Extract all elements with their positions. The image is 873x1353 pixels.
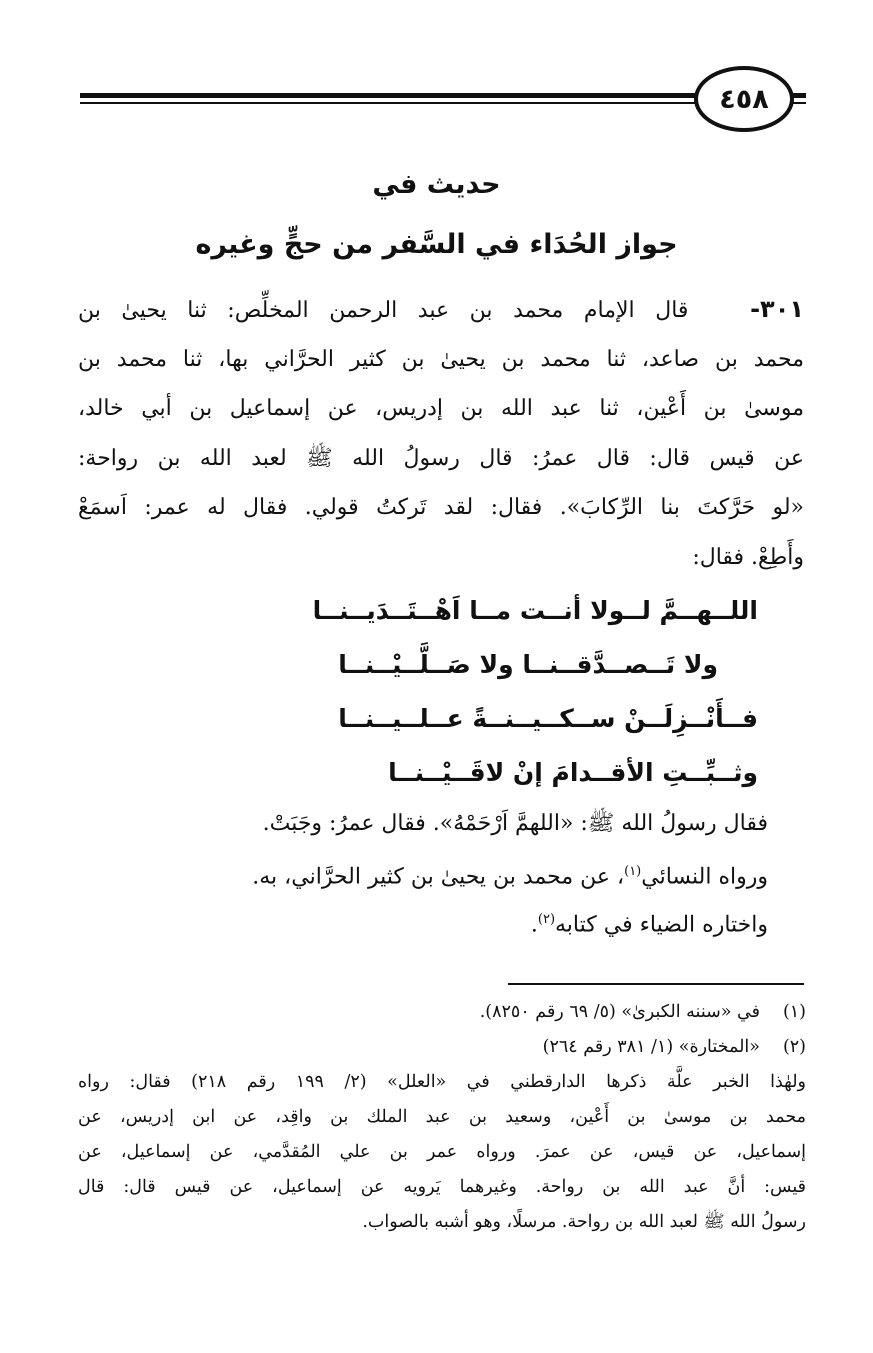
closing-line-text: واختاره الضياء في كتابه: [555, 912, 768, 938]
footnote-ref[interactable]: (٢): [537, 912, 556, 927]
hadith-line: موسىٰ بن أَعْين، ثنا عبد الله بن إدريس، عن إسماعيل بن أبي خالد،: [78, 396, 804, 421]
footnotes: [78, 995, 806, 1240]
poem: [118, 585, 758, 801]
closing-line-text: ، عن محمد بن يحيىٰ بن كثير الحرَّاني، به.: [252, 864, 625, 890]
hadith-line: «لو حَرَّكتَ بنا الرِّكابَ». فقال: لقد تَركتُ قولي. فقال له عمر: اَسمَعْ: [78, 495, 804, 520]
footnote: [78, 1030, 806, 1065]
footnote-mark: (٢): [782, 1037, 806, 1057]
hadith-line: [78, 285, 804, 335]
poem-verse: اللــهــمَّ لــولا أنــت مــا اَهْــتَــدَيــنــا: [312, 596, 758, 625]
poem-verse: ولا تَــصــدَّقــنــا ولا صَــلَّــيْــنــا: [338, 650, 718, 679]
closing-line-text: .: [530, 912, 538, 938]
hadith-text: [78, 285, 804, 582]
closing-line-text: ورواه النسائي: [641, 864, 768, 890]
footnote-line: رسولُ الله ﷺ لعبد الله بن رواحة. مرسلًا، وهو أشبه بالصواب.: [362, 1212, 806, 1232]
hadith-line: عن قيس قال: قال عمرُ: قال رسولُ الله ﷺ لعبد الله بن رواحة:: [78, 445, 804, 471]
hadith-line: محمد بن صاعد، ثنا محمد بن يحيىٰ بن كثير الحرَّاني بها، ثنا محمد بن: [78, 346, 804, 372]
footnote-separator: [508, 983, 804, 985]
poem-verse: وثــبِّــتِ الأقــدامَ إنْ لاقَــيْــنــا: [388, 758, 758, 787]
hadith-line: وأَطِعْ. فقال:: [692, 544, 804, 570]
closing-line: [78, 896, 768, 944]
page-number: ٤٥٨: [694, 66, 794, 132]
footnote-ref[interactable]: (١): [624, 864, 642, 879]
footnote-text: في «سننه الكبرىٰ» (٥/ ٦٩ رقم ٨٢٥٠).: [479, 1002, 760, 1022]
footnote-line: إسماعيل، عن قيس، عن عمرَ. ورواه عمر بن علي المُقدَّمي، عن إسماعيل، عن: [78, 1142, 806, 1162]
footnote-paragraph: [78, 1065, 806, 1240]
footnote: [78, 995, 806, 1030]
footnote-line: قيس: أنَّ عبد الله بن رواحة. وغيرهما يَرويه عن إسماعيل، عن قيس قال: قال: [78, 1177, 806, 1197]
poem-verse: فــأَنْــزِلَــنْ ســكــيــنــةً عــلــيــنــا: [338, 704, 758, 733]
closing-text: [78, 800, 768, 944]
section-title: حديث في: [372, 169, 501, 200]
closing-line: فقال رسولُ الله ﷺ: «اللهمَّ اَرْحَمْهُ». فقال عمرُ: وجَبَتْ.: [262, 811, 768, 836]
footnote-line: محمد بن موسىٰ بن أَعْين، وسعيد بن عبد الملك بن واقِد، عن ابن إدريس، عن: [78, 1107, 806, 1127]
section-subtitle: جواز الحُدَاء في السَّفر من حجٍّ وغيره: [195, 229, 678, 260]
footnote-text: «المختارة» (١/ ٣٨١ رقم ٢٦٤): [542, 1037, 760, 1057]
hadith-number: ٣٠١-: [750, 295, 804, 323]
footnote-mark: (١): [782, 1002, 806, 1022]
footnote-line: ولهٰذا الخبر علَّة ذكرها الدارقطني في «العلل» (٢/ ١٩٩ رقم ٢١٨) فقال: رواه: [78, 1072, 806, 1092]
closing-line: [78, 848, 768, 896]
hadith-line-text: قال الإمام محمد بن عبد الرحمن المخلِّص: ثنا يحيىٰ بن: [78, 298, 689, 323]
